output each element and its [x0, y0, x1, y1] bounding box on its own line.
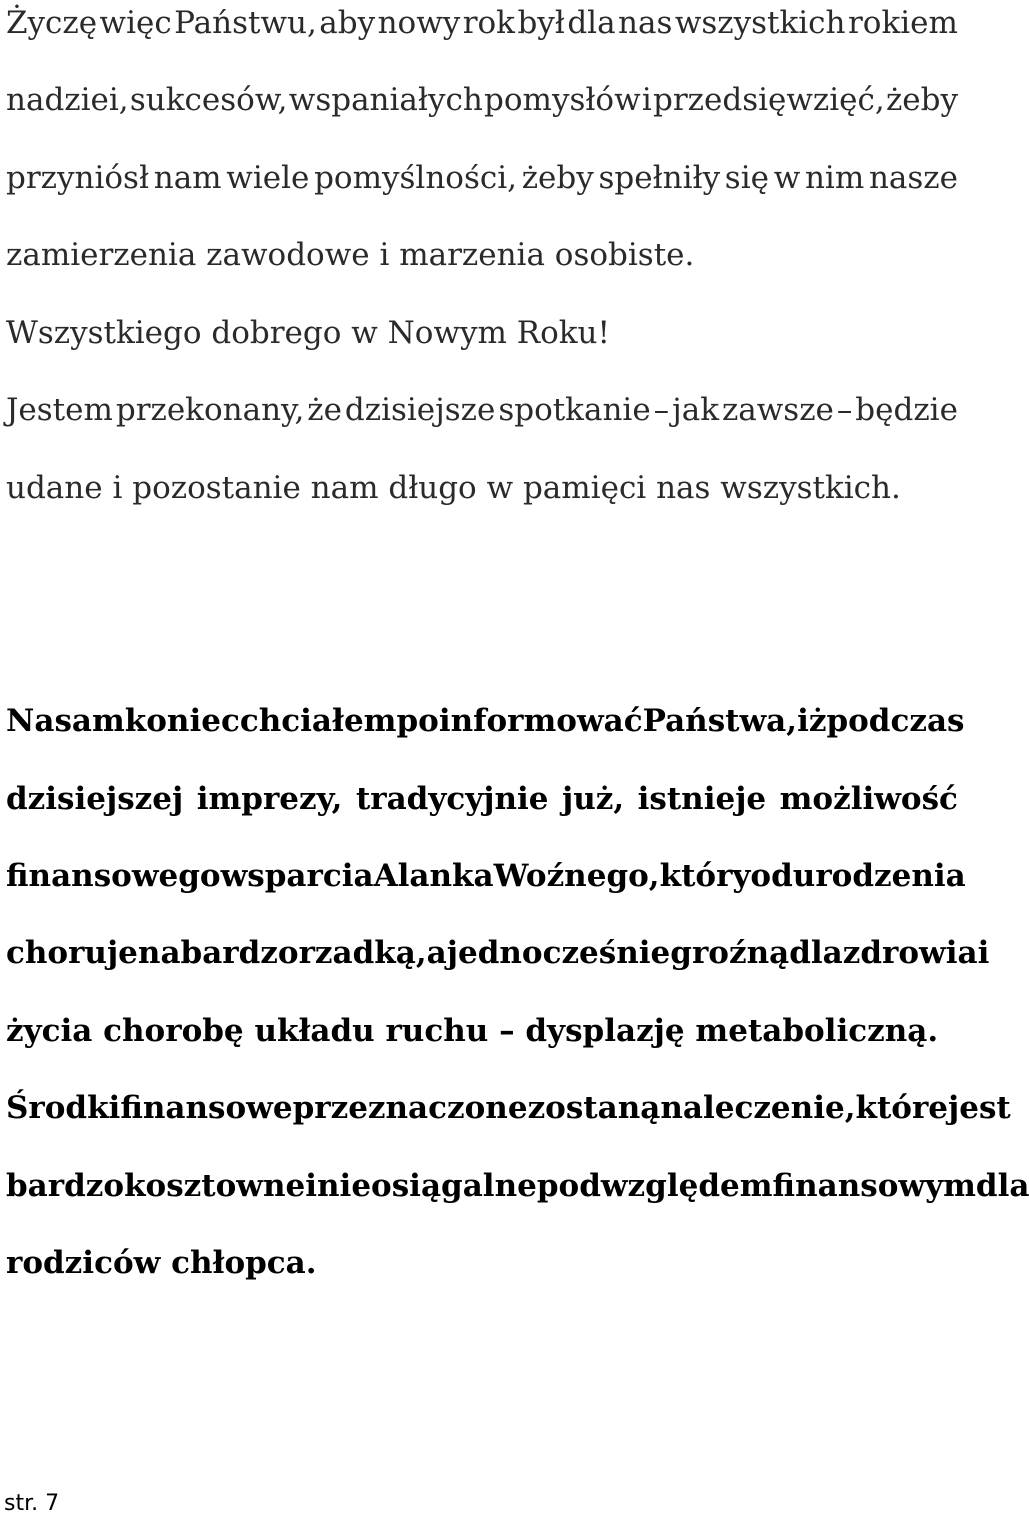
paragraph-1-line-4: zamierzenia zawodowe i marzenia osobiste. [6, 237, 695, 273]
paragraph-3-line-8: rodziców chłopca. [6, 1245, 317, 1281]
greeting-line: Wszystkiego dobrego w Nowym Roku! [6, 315, 610, 351]
paragraph-1-line-2: nadziei, sukcesów, wspaniałych pomysłów i przedsięwzięć, żeby [6, 82, 958, 118]
paragraph-3-line-1: Na sam koniec chciałem poinformować Państwa, iż podczas [6, 703, 965, 739]
paragraph-1-line-1: Życzę więc Państwu, aby nowy rok był dla nas wszystkich rokiem [6, 5, 958, 41]
paragraph-3-line-4: choruje na bardzo rzadką, a jednocześnie groźną dla zdrowia i [6, 935, 990, 971]
paragraph-3-line-2: dzisiejszej imprezy, tradycyjnie już, istnieje możliwość [6, 781, 958, 817]
paragraph-3-line-6: Środki finansowe przeznaczone zostaną na leczenie, które jest [6, 1090, 1011, 1126]
paragraph-2-line-1: Jestem przekonany, że dzisiejsze spotkanie – jak zawsze – będzie [6, 392, 958, 428]
paragraph-3-line-5: życia chorobę układu ruchu – dysplazję metaboliczną. [6, 1013, 939, 1049]
paragraph-1-line-3: przyniósł nam wiele pomyślności, żeby spełniły się w nim nasze [6, 160, 958, 196]
paragraph-3-line-3: finansowego wsparcia Alanka Woźnego, który od urodzenia [6, 858, 966, 894]
paragraph-2-line-2: udane i pozostanie nam długo w pamięci nas wszystkich. [6, 470, 901, 506]
page-number: str. 7 [4, 1491, 60, 1516]
paragraph-3-line-7: bardzo kosztowne i nieosiągalne pod względem finansowym dla [6, 1168, 1029, 1204]
